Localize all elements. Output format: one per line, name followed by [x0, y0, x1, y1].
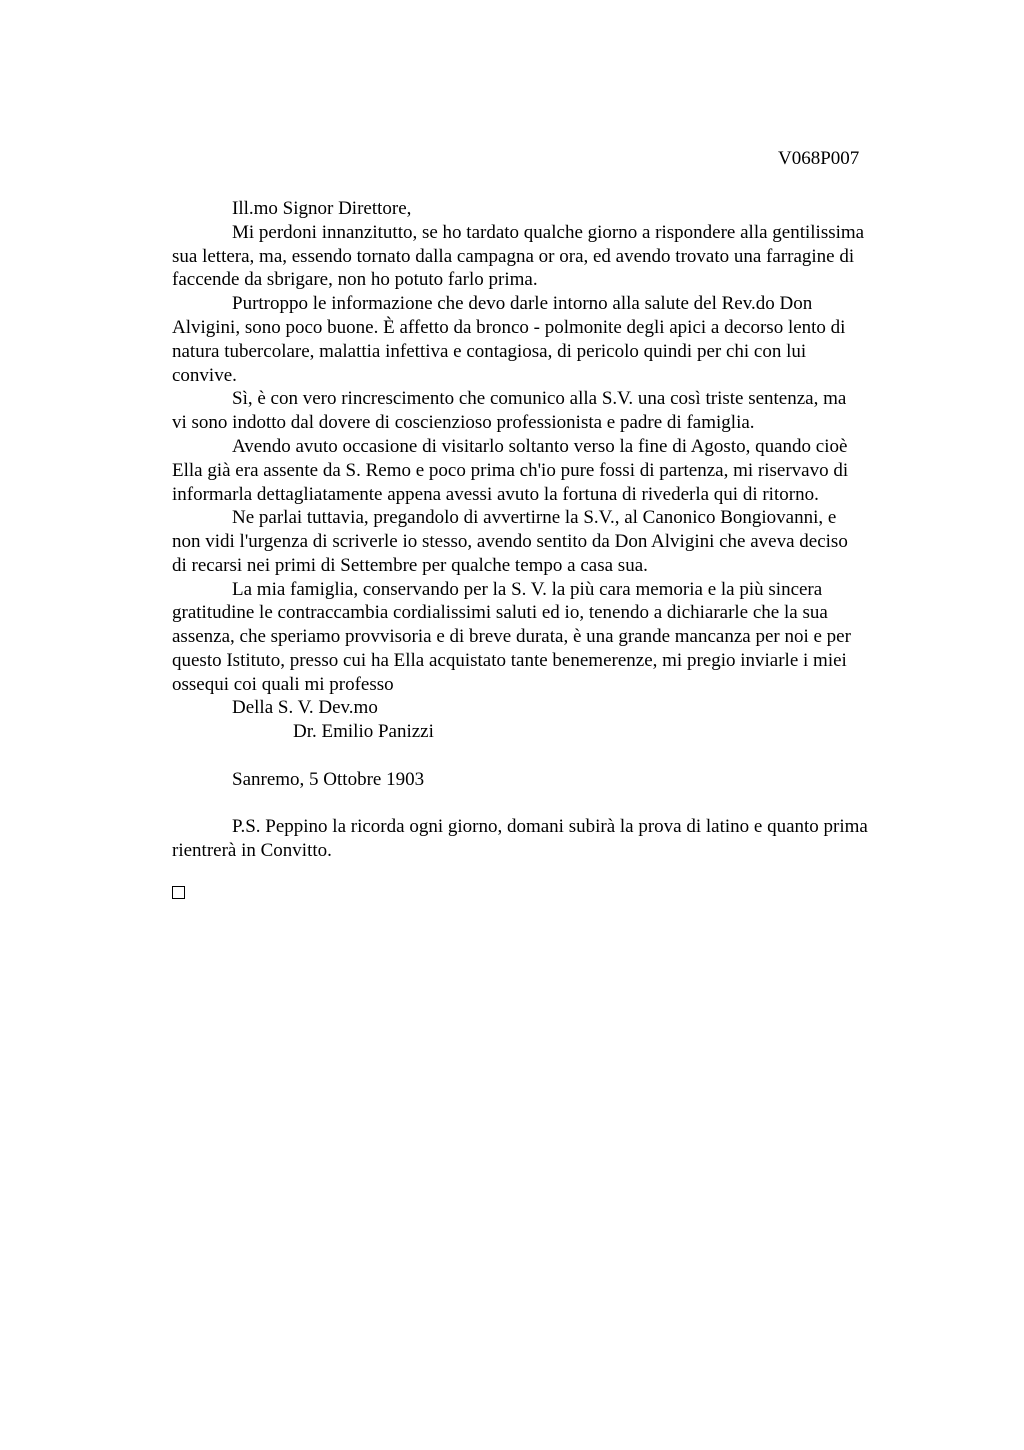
text-line: convive.	[172, 365, 237, 386]
text-line: ossequi coi quali mi professo	[172, 674, 394, 695]
text-line: sua lettera, ma, essendo tornato dalla campagna or ora, ed avendo trovato una farragine di	[172, 246, 855, 267]
text-line: Purtroppo le informazione che devo darle intorno alla salute del Rev.do Don	[232, 293, 813, 314]
postscript-line: P.S. Peppino la ricorda ogni giorno, domani subirà la prova di latino e quanto prima	[232, 816, 868, 837]
text-line: Mi perdoni innanzitutto, se ho tardato qualche giorno a rispondere alla gentilissima	[232, 222, 865, 243]
text-line: Sì, è con vero rincrescimento che comunico alla S.V. una così triste sentenza, ma	[232, 388, 847, 409]
document-reference: V068P007	[778, 148, 860, 169]
date-line: Sanremo, 5 Ottobre 1903	[232, 769, 425, 790]
text-line: faccende da sbrigare, non ho potuto farlo prima.	[172, 269, 538, 290]
salutation: Ill.mo Signor Direttore,	[232, 198, 412, 219]
text-line: La mia famiglia, conservando per la S. V. la più cara memoria e la più sincera	[232, 579, 823, 600]
text-line: Alvigini, sono poco buone. È affetto da bronco - polmonite degli apici a decorso lento di	[172, 317, 846, 338]
text-line: questo Istituto, presso cui ha Ella acquistato tante benemerenze, mi pregio inviarle i miei	[172, 650, 847, 671]
text-line: assenza, che speriamo provvisoria e di breve durata, è una grande mancanza per noi e per	[172, 626, 851, 647]
postscript-line: rientrerà in Convitto.	[172, 840, 332, 861]
text-line: non vidi l'urgenza di scriverle io stesso, avendo sentito da Don Alvigini che aveva deciso	[172, 531, 848, 552]
text-line: vi sono indotto dal dovere di coscienzioso professionista e padre di famiglia.	[172, 412, 755, 433]
closing: Della S. V. Dev.mo	[232, 697, 378, 718]
text-line: Ella già era assente da S. Remo e poco prima ch'io pure fossi di partenza, mi riservavo di	[172, 460, 849, 481]
text-line: di recarsi nei primi di Settembre per qualche tempo a casa sua.	[172, 555, 648, 576]
text-line: Ne parlai tuttavia, pregandolo di avvertirne la S.V., al Canonico Bongiovanni, e	[232, 507, 837, 528]
signature: Dr. Emilio Panizzi	[293, 721, 434, 742]
text-line: gratitudine le contraccambia cordialissimi saluti ed io, tenendo a dichiararle che la sua	[172, 602, 828, 623]
text-line: informarla dettagliatamente appena avessi avuto la fortuna di rivederla qui di ritorno.	[172, 484, 819, 505]
text-line: natura tubercolare, malattia infettiva e contagiosa, di pericolo quindi per chi con lui	[172, 341, 807, 362]
end-box-icon	[172, 886, 185, 899]
text-line: Avendo avuto occasione di visitarlo soltanto verso la fine di Agosto, quando cioè	[232, 436, 848, 457]
